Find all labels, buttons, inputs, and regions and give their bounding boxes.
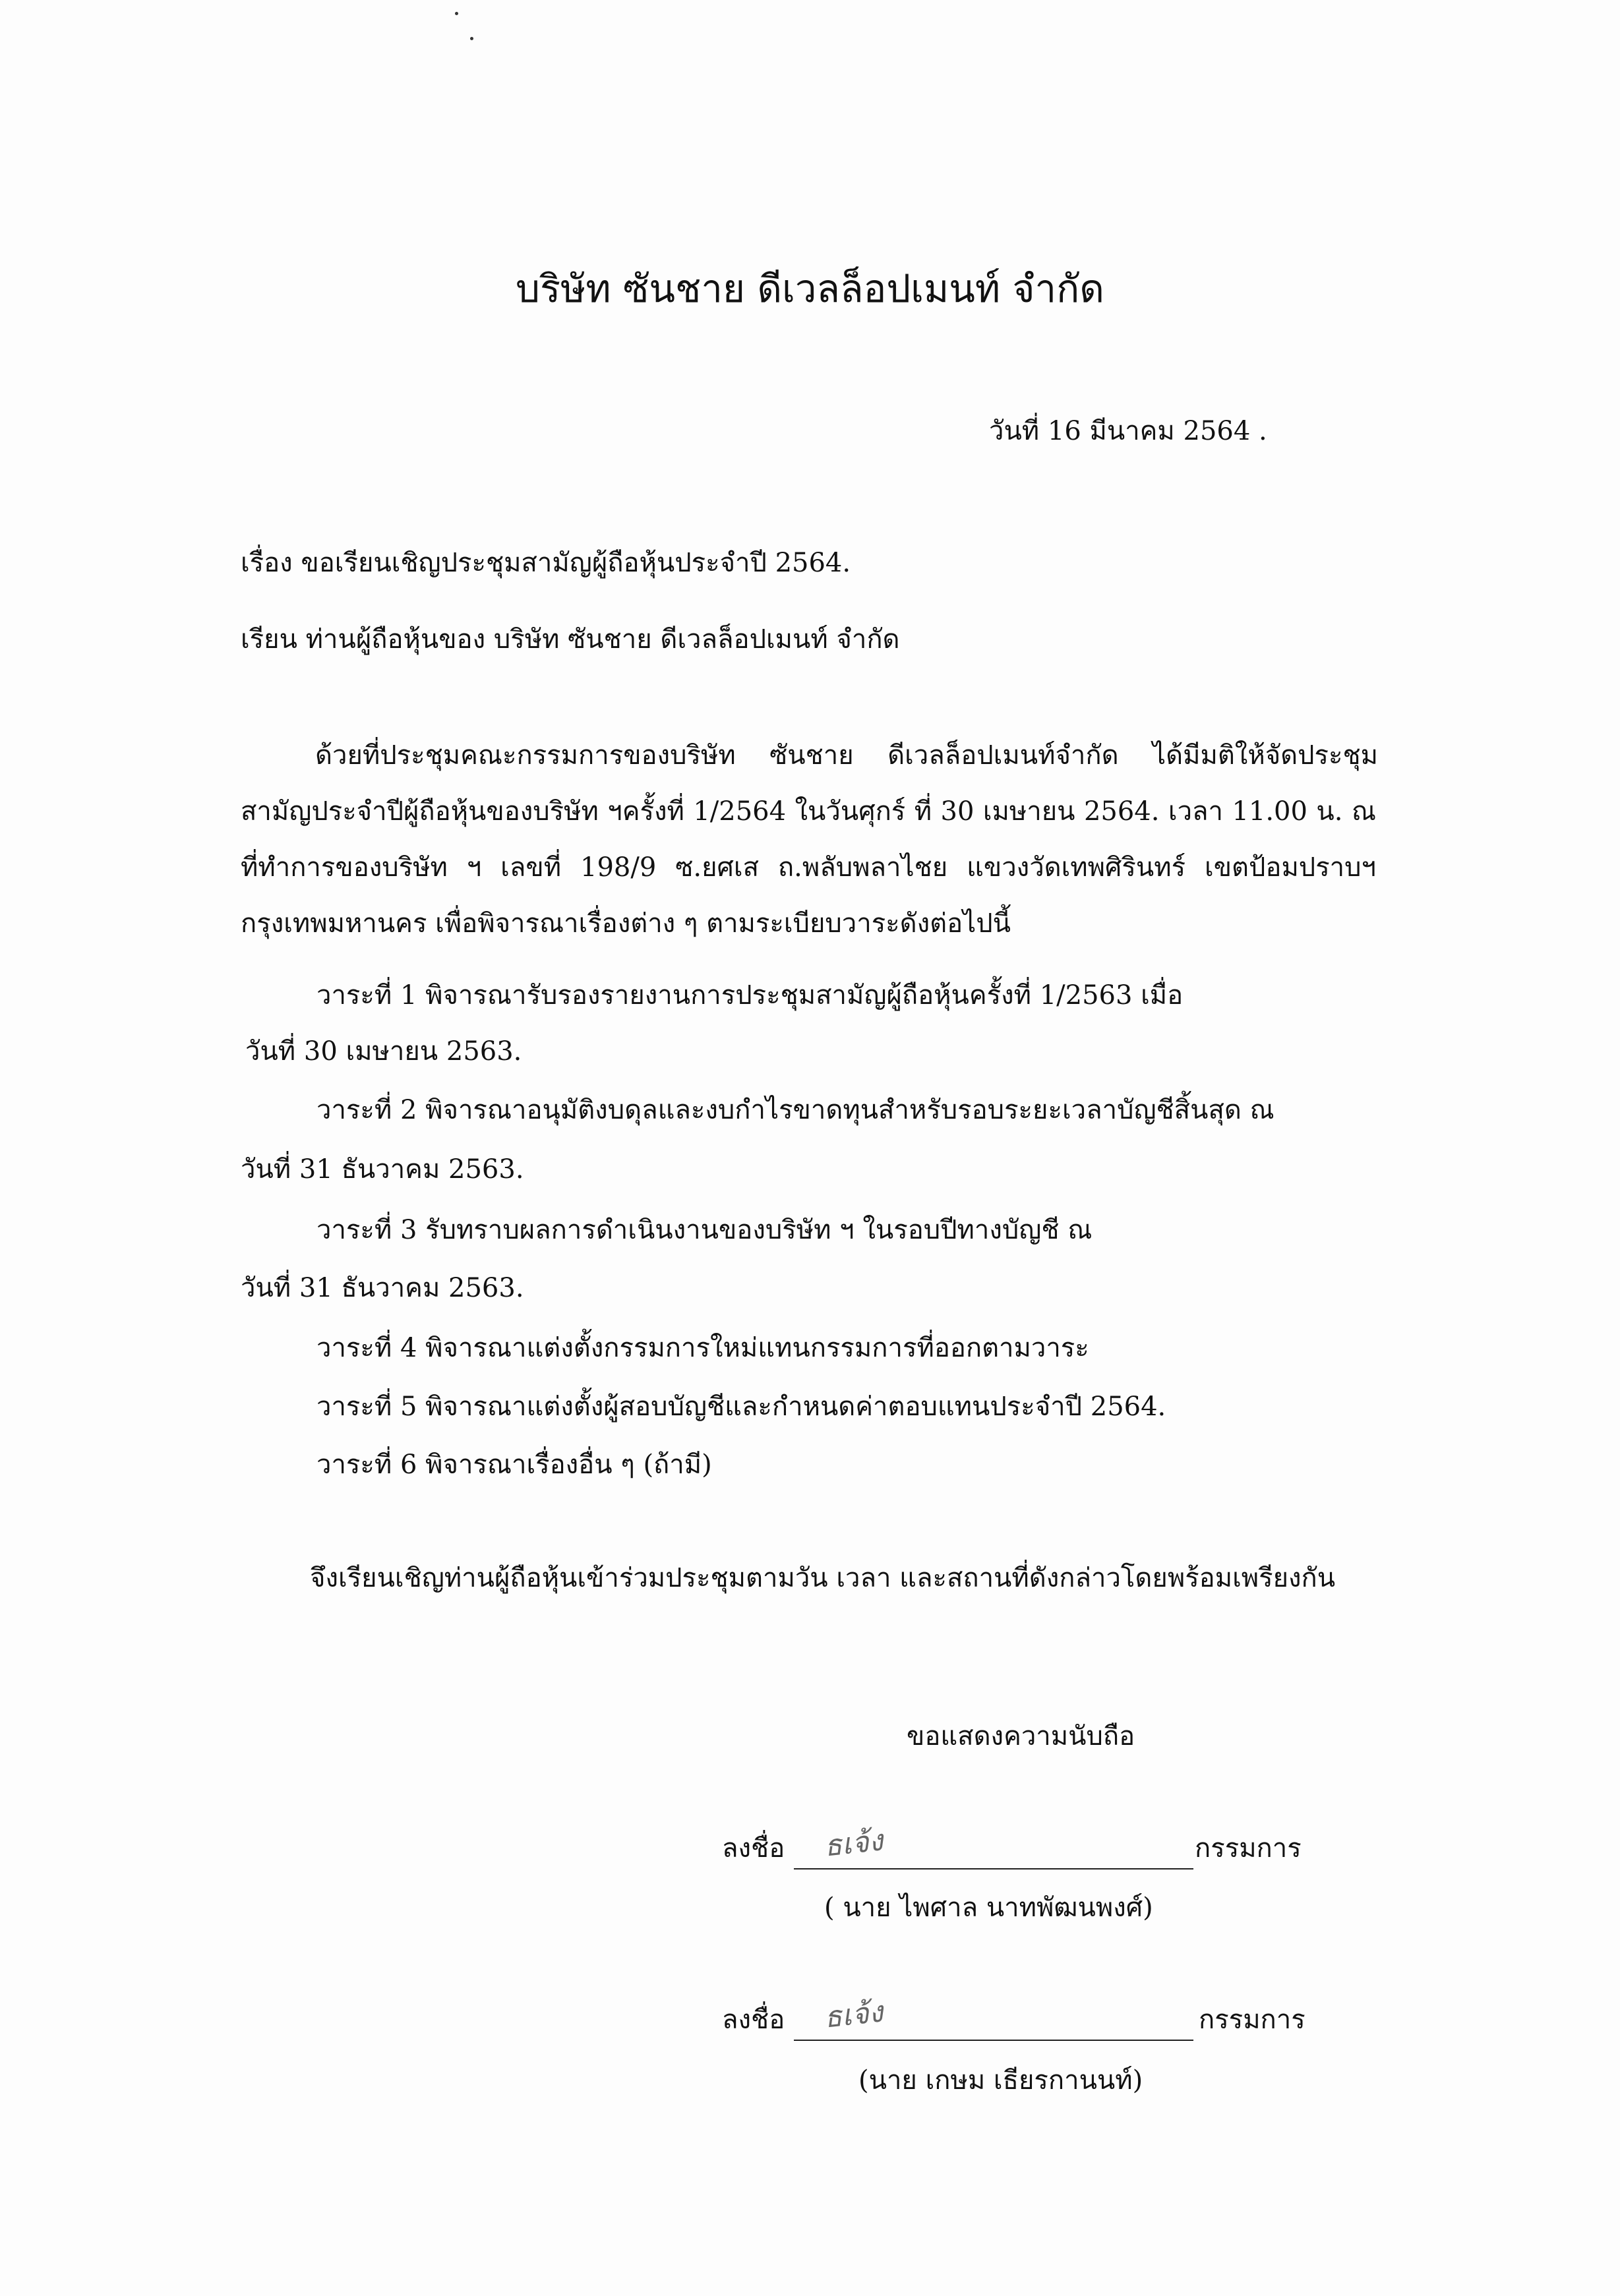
body-line-4: กรุงเทพมหานคร เพื่อพิจารณาเรื่องต่าง ๆ ตามระเบียบวาระดังต่อไปนี้ xyxy=(241,908,1011,939)
signature-line-2 xyxy=(794,2040,1193,2041)
company-title: บริษัท ซันชาย ดีเวลล็อปเมนท์ จำกัด xyxy=(516,266,1104,311)
agenda-item-4: วาระที่ 4 พิจารณาแต่งตั้งกรรมการใหม่แทนกรรมการที่ออกตามวาระ xyxy=(316,1333,1089,1363)
signature-line-1 xyxy=(794,1868,1193,1869)
regards: ขอแสดงความนับถือ xyxy=(907,1721,1135,1751)
agenda-item-2-date: วันที่ 31 ธันวาคม 2563. xyxy=(241,1154,524,1185)
body-line-3: ที่ทำการของบริษัท ฯ เลขที่ 198/9 ซ.ยศเส ถ.พลับพลาไชย แขวงวัดเทพศิรินทร์ เขตป้อมปราบฯ xyxy=(241,852,1376,883)
agenda-item-5: วาระที่ 5 พิจารณาแต่งตั้งผู้สอบบัญชีและกำหนดค่าตอบแทนประจำปี 2564. xyxy=(316,1392,1166,1422)
agenda-item-1: วาระที่ 1 พิจารณารับรองรายงานการประชุมสามัญผู้ถือหุ้นครั้งที่ 1/2563 เมื่อ xyxy=(316,980,1184,1011)
role-label-2: กรรมการ xyxy=(1199,2005,1305,2035)
body-line-2: สามัญประจำปีผู้ถือหุ้นของบริษัท ฯครั้งที่ 1/2564 ในวันศุกร์ ที่ 30 เมษายน 2564. เวลา 11.00 น. ณ xyxy=(241,796,1376,827)
date-line: วันที่ 16 มีนาคม 2564 . xyxy=(989,416,1267,446)
subject-line: เรื่อง ขอเรียนเชิญประชุมสามัญผู้ถือหุ้นประจำปี 2564. xyxy=(241,548,851,578)
role-label-1: กรรมการ xyxy=(1195,1833,1302,1864)
signer-name-1: ( นาย ไพศาล นาทพัฒนพงศ์) xyxy=(824,1893,1153,1923)
agenda-item-3-date: วันที่ 31 ธันวาคม 2563. xyxy=(241,1273,524,1303)
agenda-item-1-date: วันที่ 30 เมษายน 2563. xyxy=(245,1036,522,1067)
handwritten-signature-1: ธเจ้ง xyxy=(822,1823,885,1864)
closing-invitation: จึงเรียนเชิญท่านผู้ถือหุ้นเข้าร่วมประชุมตามวัน เวลา และสถานที่ดังกล่าวโดยพร้อมเพรียงกัน xyxy=(310,1563,1336,1593)
agenda-item-6: วาระที่ 6 พิจารณาเรื่องอื่น ๆ (ถ้ามี) xyxy=(316,1450,712,1480)
agenda-item-3: วาระที่ 3 รับทราบผลการดำเนินงานของบริษัท ฯ ในรอบปีทางบัญชี ณ xyxy=(316,1215,1093,1245)
signer-name-2: (นาย เกษม เธียรกานนท์) xyxy=(858,2065,1143,2096)
sign-label-1: ลงชื่อ xyxy=(722,1833,785,1864)
agenda-item-2: วาระที่ 2 พิจารณาอนุมัติงบดุลและงบกำไรขาดทุนสำหรับรอบระยะเวลาบัญชีสิ้นสุด ณ xyxy=(316,1095,1275,1125)
scan-speck xyxy=(455,12,458,15)
sign-label-2: ลงชื่อ xyxy=(722,2005,785,2035)
recipient-line: เรียน ท่านผู้ถือหุ้นของ บริษัท ซันชาย ดีเวลล็อปเมนท์ จำกัด xyxy=(241,624,900,655)
handwritten-signature-2: ธเจ้ง xyxy=(822,1995,885,2035)
scan-speck xyxy=(470,37,473,40)
body-line-1: ด้วยที่ประชุมคณะกรรมการของบริษัท ซันชาย ดีเวลล็อปเมนท์จำกัด ได้มีมติให้จัดประชุม xyxy=(315,740,1378,771)
